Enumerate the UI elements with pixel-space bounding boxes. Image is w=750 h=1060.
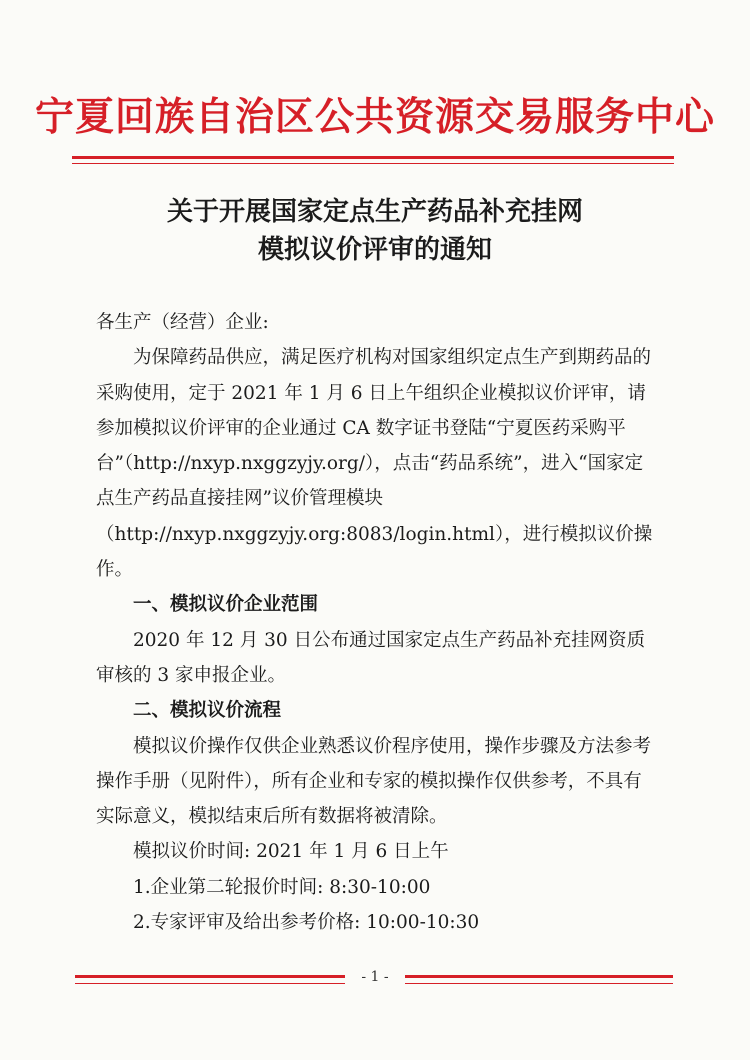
section2-paragraph: 模拟议价操作仅供企业熟悉议价程序使用，操作步骤及方法参考操作手册（见附件），所有企业和专家的模拟操作仅供参考，不具有实际意义，模拟结束后所有数据将被清除。 [96, 735, 652, 828]
notice-title [0, 193, 750, 269]
header-rule-thin [72, 163, 674, 164]
intro-paragraph: 为保障药品供应，满足医疗机构对国家组织定点生产到期药品的采购使用，定于 2021 年 1 月 6 日上午组织企业模拟议价评审，请参加模拟议价评审的企业通过 CA 数字证书登陆“宁夏医药采购平台”（http://nxyp.nxggzyjy.org/），点击“药品系统”，进入“国家定点生产药品直接挂网”议价管理模块（http://nxyp.nxggzyjy.org:8083/login.html），进行模拟议价操作。 [96, 347, 653, 581]
step-2: 2.专家评审及给出参考价格: 10:00-10:30 [133, 912, 480, 934]
time-line: 模拟议价时间: 2021 年 1 月 6 日上午 [133, 841, 449, 863]
page-number: - 1 - [345, 966, 405, 988]
section2-heading: 二、模拟议价流程 [133, 700, 282, 722]
notice-title-line1: 关于开展国家定点生产药品补充挂网 [166, 197, 583, 227]
step-1: 1.企业第二轮报价时间: 8:30-10:00 [133, 876, 431, 898]
salutation: 各生产（经营）企业: [96, 312, 269, 333]
section1-heading: 一、模拟议价企业范围 [133, 594, 319, 616]
notice-body [96, 305, 656, 940]
organization-title: 宁夏回族自治区公共资源交易服务中心 [34, 94, 715, 140]
header-rule-thick [72, 156, 674, 159]
section1-paragraph: 2020 年 12 月 30 日公布通过国家定点生产药品补充挂网资质审核的 3 家申报企业。 [96, 629, 646, 686]
notice-title-line2: 模拟议价评审的通知 [257, 235, 492, 265]
